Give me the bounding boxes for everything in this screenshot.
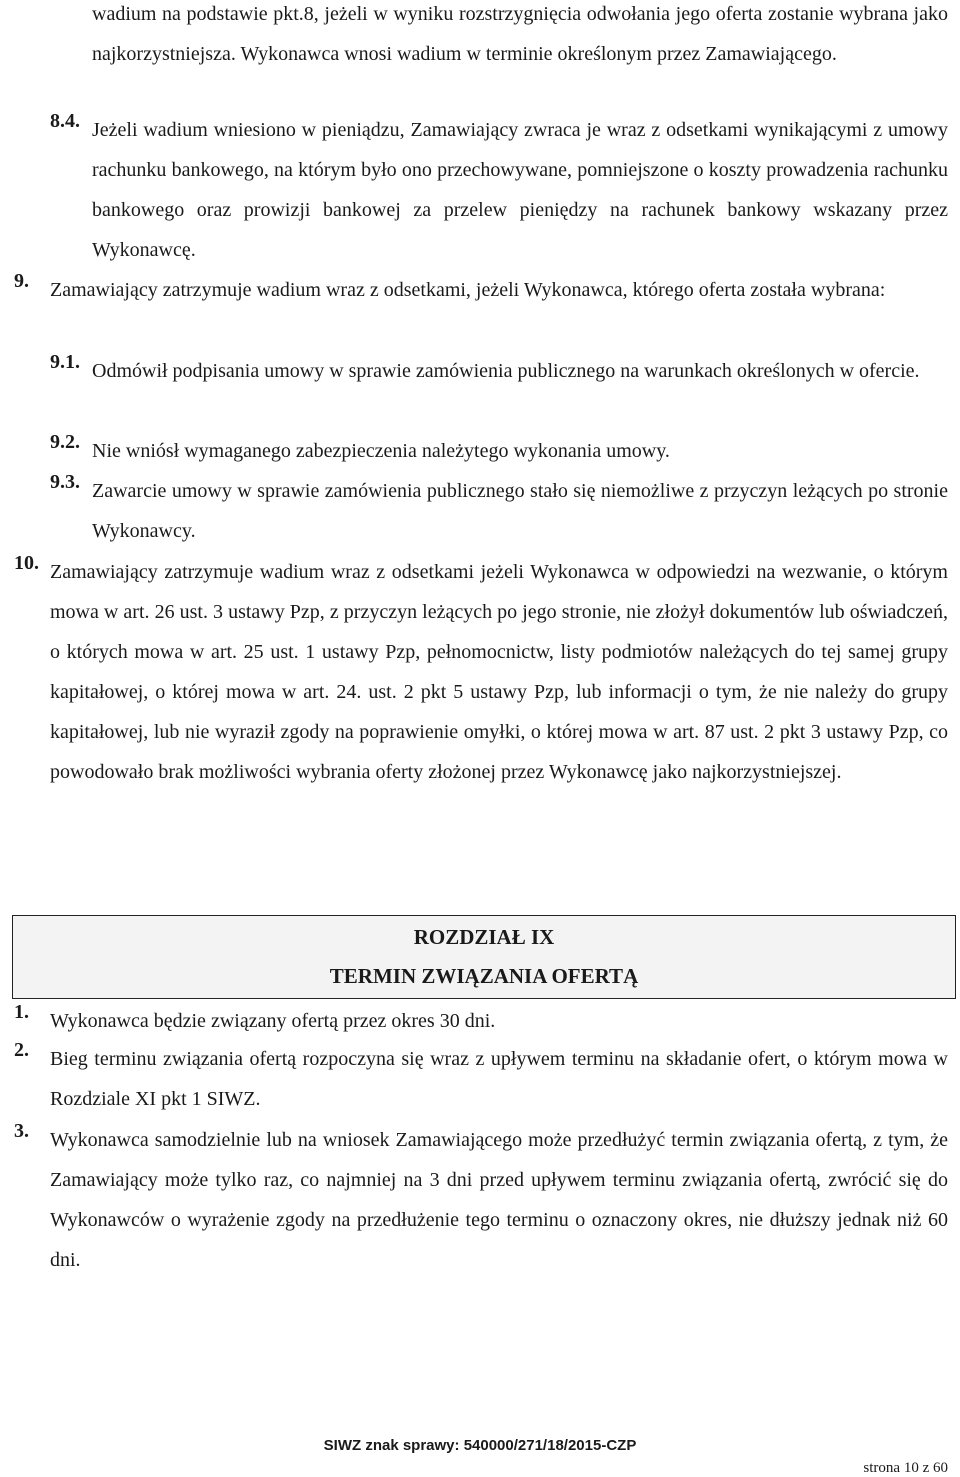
item-number: 2. bbox=[14, 1039, 29, 1061]
paragraph-number: 10. bbox=[14, 552, 39, 574]
paragraph-text: Zamawiający zatrzymuje wadium wraz z odsetkami, jeżeli Wykonawca, którego oferta została wybrana: bbox=[50, 279, 886, 301]
section-item-1 bbox=[14, 1001, 948, 1041]
paragraph-text: wadium na podstawie pkt.8, jeżeli w wyniku rozstrzygnięcia odwołania jego oferta zostanie wybrana jako najkorzystniejsza. Wykonawca wnosi wadium w terminie określonym przez Zamawiającego. bbox=[92, 3, 948, 65]
item-text: Wykonawca samodzielnie lub na wniosek Zamawiającego może przedłużyć termin związania ofertą, z tym, że Zamawiający może tylko raz, co najmniej na 3 dni przed upływem terminu związania ofertą, zwrócić się do Wykonawców o wyrażenie zgody na przedłużenie tego terminu o oznaczony okres, nie dłuższy jednak niż 60 dni. bbox=[50, 1129, 948, 1271]
paragraph-number: 9. bbox=[14, 270, 29, 292]
paragraph-9 bbox=[14, 270, 948, 310]
paragraph-number: 8.4. bbox=[50, 110, 80, 132]
paragraph-wadium-continuation bbox=[92, 0, 948, 74]
chapter-title: ROZDZIAŁ IX bbox=[413, 925, 555, 949]
paragraph-9-2 bbox=[50, 431, 948, 471]
chapter-heading-box bbox=[12, 915, 956, 999]
paragraph-text: Zawarcie umowy w sprawie zamówienia publicznego stało się niemożliwe z przyczyn leżących po stronie Wykonawcy. bbox=[92, 480, 948, 542]
paragraph-10 bbox=[14, 552, 948, 792]
paragraph-text: Zamawiający zatrzymuje wadium wraz z odsetkami jeżeli Wykonawca w odpowiedzi na wezwanie, o którym mowa w art. 26 ust. 3 ustawy Pzp, z przyczyn leżących po jego stronie, nie złożył dokumentów lub oświadczeń, o których mowa w art. 25 ust. 1 ustawy Pzp, pełnomocnictw, listy podmiotów należących do tej samej grupy kapitałowej, o której mowa w art. 24. ust. 2 pkt 5 ustawy Pzp, lub informacji o tym, że nie należy do grupy kapitałowej, lub nie wyraził zgody na poprawienie omyłki, o której mowa w art. 87 ust. 2 pkt 3 ustawy Pzp, co powodowało brak możliwości wybrania oferty złożonej przez Wykonawcę jako najkorzystniejszej. bbox=[50, 561, 948, 783]
item-text: Bieg terminu związania ofertą rozpoczyna się wraz z upływem terminu na składanie ofert, o którym mowa w Rozdziale XI pkt 1 SIWZ. bbox=[50, 1048, 948, 1110]
section-item-2 bbox=[14, 1039, 948, 1119]
page-number: strona 10 z 60 bbox=[863, 1460, 948, 1476]
paragraph-8-4 bbox=[50, 110, 948, 270]
paragraph-number: 9.1. bbox=[50, 351, 80, 373]
section-item-3 bbox=[14, 1120, 948, 1280]
paragraph-number: 9.2. bbox=[50, 431, 80, 453]
item-number: 3. bbox=[14, 1120, 29, 1142]
paragraph-text: Nie wniósł wymaganego zabezpieczenia należytego wykonania umowy. bbox=[92, 440, 670, 462]
paragraph-9-3 bbox=[50, 471, 948, 551]
paragraph-number: 9.3. bbox=[50, 471, 80, 493]
item-text: Wykonawca będzie związany ofertą przez okres 30 dni. bbox=[50, 1010, 496, 1032]
paragraph-text: Odmówił podpisania umowy w sprawie zamówienia publicznego na warunkach określonych w ofercie. bbox=[92, 360, 920, 382]
paragraph-text: Jeżeli wadium wniesiono w pieniądzu, Zamawiający zwraca je wraz z odsetkami wynikającymi z umowy rachunku bankowego, na którym było ono przechowywane, pomniejszone o koszty prowadzenia rachunku bankowego oraz prowizji bankowej za przelew pieniędzy na rachunek bankowy wskazany przez Wykonawcę. bbox=[92, 119, 948, 261]
item-number: 1. bbox=[14, 1001, 29, 1023]
footer-reference: SIWZ znak sprawy: 540000/271/18/2015-CZP bbox=[323, 1437, 637, 1454]
chapter-subtitle: TERMIN ZWIĄZANIA OFERTĄ bbox=[329, 964, 639, 988]
paragraph-9-1 bbox=[50, 351, 948, 391]
